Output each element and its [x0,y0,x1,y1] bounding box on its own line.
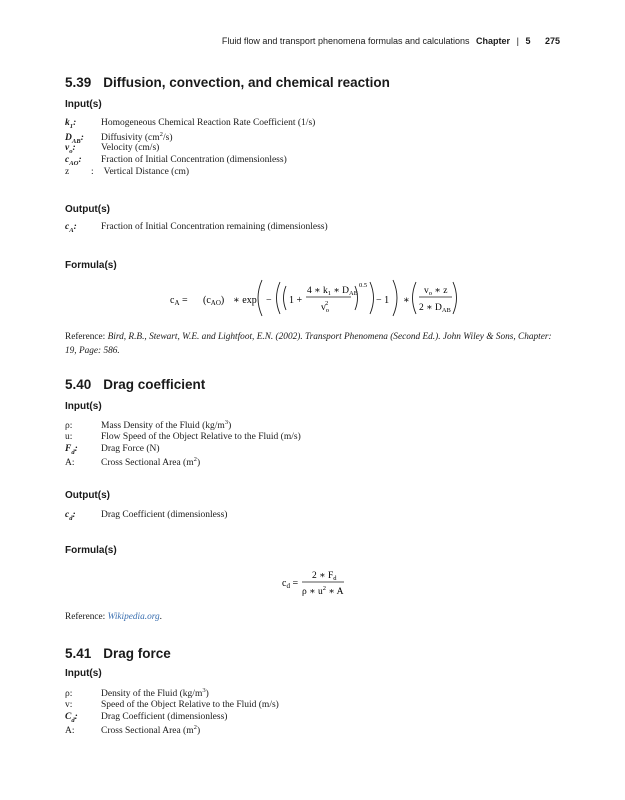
input-row: z : Vertical Distance (cm) [65,167,190,177]
inputs-heading: Input(s) [65,401,102,412]
section-number: 5.39 [65,75,92,90]
formula-heading: Formula(s) [65,545,117,556]
chapter-number: 5 [525,36,531,46]
reference-label: Reference: [65,332,106,342]
formula-lhs: $c_A$ = [170,295,188,307]
formula-denominator: $v_o2$ [321,300,329,314]
input-symbol: ρ: [65,689,73,700]
reference-5-40: Reference: Wikipedia.org. [65,612,162,622]
paren-right-rhs [453,282,457,314]
formula-diffusion-convection-reaction [170,276,460,320]
section-title-5-39 [65,75,390,90]
section-heading-text: Drag coefficient [103,377,206,392]
section-title-5-40 [65,377,205,392]
section-heading-text: Drag force [103,646,171,661]
input-description: Cross Sectional Area $(m^2)$ [101,724,201,737]
output-description: Fraction of Initial Concentration remaining (dimensionless) [101,222,328,232]
input-row [65,444,160,456]
input-row [65,700,279,710]
input-description: Mass Density of the Fluid $(kg/m^3)$ [101,419,232,432]
input-row [65,118,315,130]
header-title: Fluid flow and transport phenomena formulas and calculations [221,36,470,46]
input-row [65,712,227,724]
input-description-rendered: Homogeneous Chemical Reaction Rate Coefficient (1/s) [101,118,316,128]
formula-exponent: 0.5 [359,282,368,289]
input-symbol: $v_o$: [65,143,76,155]
section-heading-text: Diffusion, convection, and chemical reaction [103,75,390,90]
input-description: Vertical Distance (cm) [103,167,190,177]
formula-lhs: $c_d$ = [282,578,299,590]
input-symbol: ρ: [65,421,73,432]
paren-left-outer [258,280,262,316]
input-description: Cross Sectional Area $(m^2)$ [101,456,201,469]
input-description: Drag Coefficient (dimensionless) [101,712,228,722]
input-symbol: $c_{AO}$: [65,155,82,167]
input-description: Diffusivity $(cm^2/s)$ [101,131,173,144]
running-head [222,36,560,46]
output-symbol: $c_d$: [65,510,76,522]
formula-denominator: ρ ∗ $u^2$ ∗ A [302,585,344,597]
section-title-5-41 [65,646,171,661]
formula-numerator: 4 ∗ $k_1$ ∗ $D_{AB}$ [307,286,359,297]
outputs-heading: Output(s) [65,204,110,215]
chapter-label: Chapter [476,36,511,46]
inputs-heading: Input(s) [65,99,102,110]
formula-exp: ∗ exp [233,295,257,306]
reference-citation: Bird, R.B., Stewart, W.E. and Lightfoot, E.N. (2002). Transport Phenomena (Second Ed.). John Wiley & Sons, Chapter: 19, Page: 586. [65,332,552,356]
reference-label: Reference: [65,612,106,622]
paren-left-middle [277,282,281,314]
formula-heading: Formula(s) [65,260,117,271]
input-symbol: u: [65,432,73,442]
input-symbol: $k_1$: [65,118,77,130]
input-row [65,155,287,167]
header-separator: | [516,36,519,46]
input-row [65,143,159,155]
input-row [65,724,200,736]
formula-minus-one: − 1 [376,295,390,306]
output-description: Drag Coefficient (dimensionless) [101,510,228,520]
input-description: Flow Speed of the Object Relative to the Fluid (m/s) [101,432,301,442]
paren-left-inner [284,286,287,310]
input-description: Speed of the Object Relative to the Fluid (m/s) [101,700,279,710]
input-description: Velocity (cm/s) [101,143,160,153]
input-symbol: z [65,167,70,177]
input-row [65,419,231,431]
input-row [65,456,200,468]
section-number: 5.41 [65,646,92,661]
reference-5-39 [65,331,565,358]
paren-right-middle [370,282,374,314]
page-number: 275 [544,36,560,46]
input-description: Density of the Fluid $(kg/m^3)$ [101,687,209,700]
output-symbol: $c_A$: [65,222,77,234]
reference-link[interactable]: Wikipedia.org [107,612,160,622]
formula-times: ∗ [403,295,410,306]
input-symbol: v: [65,700,73,710]
input-description: Drag Force (N) [101,444,160,454]
input-symbol: $D_{AB}$: [65,133,84,146]
output-row [65,222,328,234]
input-symbol: A: [65,726,75,737]
formula-cao: $(c_{AO})$ [203,295,225,307]
input-row [65,432,301,442]
input-symbol: $F_d$: [65,444,78,456]
formula-minus: − [266,295,272,306]
paren-left-rhs [413,282,417,314]
input-symbol: A: [65,458,75,469]
inputs-heading: Input(s) [65,668,102,679]
input-row [65,687,209,699]
input-symbol: $C_d$: [65,712,78,724]
formula-numerator: 2 ∗ $F_d$ [312,571,337,582]
output-row [65,510,227,522]
outputs-heading: Output(s) [65,490,110,501]
formula-drag-coefficient [280,565,370,599]
formula-rhs-numerator: $v_o$ ∗ z [424,286,448,297]
formula-one: 1 + [289,295,303,306]
input-description: Fraction of Initial Concentration (dimensionless) [101,155,287,165]
paren-right-outer [393,280,397,316]
formula-rhs-denominator: 2 ∗ $D_{AB}$ [419,303,451,314]
section-number: 5.40 [65,377,92,392]
